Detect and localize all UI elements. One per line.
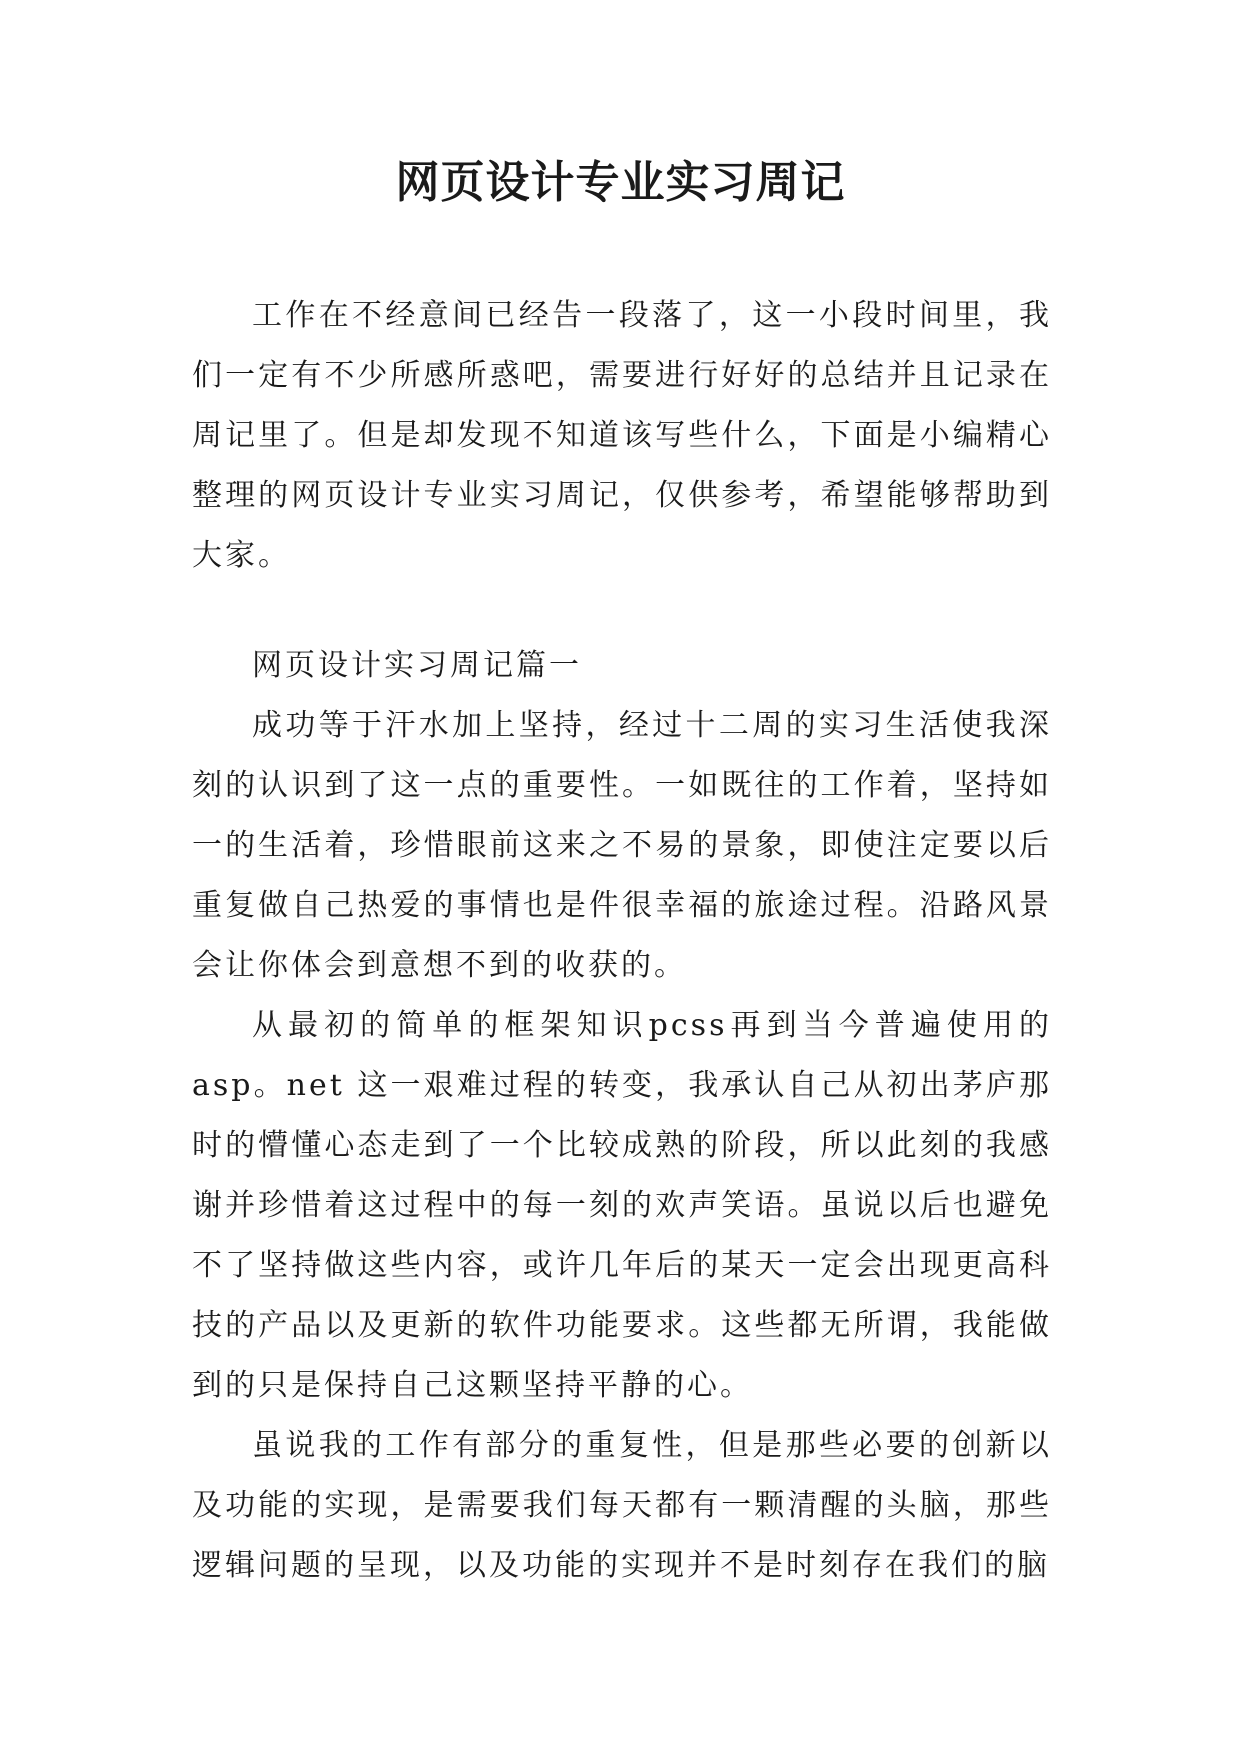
body-paragraph: 成功等于汗水加上坚持，经过十二周的实习生活使我深刻的认识到了这一点的重要性。一如既往的工作着，坚持如一的生活着，珍惜眼前这来之不易的景象，即使注定要以后重复做自己热爱的事情也是件很幸福的旅途过程。沿路风景会让你体会到意想不到的收获的。 <box>192 708 1052 983</box>
intro-paragraph: 工作在不经意间已经告一段落了，这一小段时间里，我们一定有不少所感所惑吧，需要进行好好的总结并且记录在周记里了。但是却发现不知道该写些什么，下面是小编精心整理的网页设计专业实习周记，仅供参考，希望能够帮助到大家。 <box>192 298 1052 573</box>
document-title: 网页设计专业实习周记 <box>395 157 846 208</box>
section-heading: 网页设计实习周记篇一 <box>252 648 582 683</box>
article-section <box>192 636 1052 1596</box>
body-paragraph: 虽说我的工作有部分的重复性，但是那些必要的创新以及功能的实现，是需要我们每天都有一颗清醒的头脑，那些逻辑问题的呈现，以及功能的实现并不是时刻存在我们的脑 <box>192 1428 1052 1583</box>
body-paragraph: 从最初的简单的框架知识pcss再到当今普遍使用的asp。net 这一艰难过程的转变，我承认自己从初出茅庐那时的懵懂心态走到了一个比较成熟的阶段，所以此刻的我感谢并珍惜着这过程中的每一刻的欢声笑语。虽说以后也避免不了坚持做这些内容，或许几年后的某天一定会出现更高科技的产品以及更新的软件功能要求。这些都无所谓，我能做到的只是保持自己这颗坚持平静的心。 <box>192 1008 1052 1403</box>
intro-section <box>192 286 1052 586</box>
